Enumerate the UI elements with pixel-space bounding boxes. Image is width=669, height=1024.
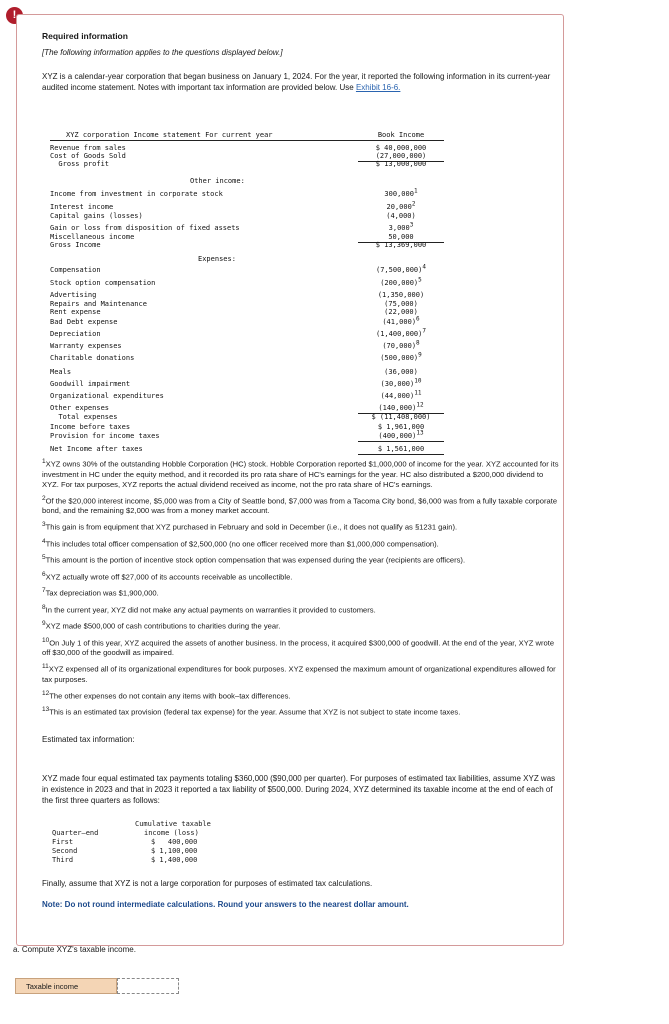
required-information-panel	[16, 14, 564, 946]
footnote-marker: 9	[418, 351, 422, 359]
statement-row-amount-value: (200,000)	[380, 279, 419, 287]
statement-row-amount	[358, 429, 444, 442]
footnote-marker: 6	[416, 315, 420, 323]
footnote	[42, 586, 562, 599]
footnote-text: XYZ owns 30% of the outstanding Hobble Corporation (HC) stock. Hobble Corporation reported $1,000,000 of income for the year. XYZ accounted for its investment in HC under the equity method, and it recorded its pro rata share of HC's earnings for the year. HC also distributed a $200,000 dividend to XYZ. For tax purposes, XYZ reports the actual dividend received as income, not the pro rata share of HC's earnings.	[42, 459, 559, 489]
footnote-number: 10	[42, 636, 50, 644]
statement-row-amount-value: $ 13,369,000	[375, 241, 427, 249]
footnote-text: XYZ expensed all of its organizational expenditures for book purposes. XYZ expensed the maximum amount of organizational expenditures allowed for tax purposes.	[42, 664, 556, 684]
statement-row-label: Net Income after taxes	[50, 445, 143, 453]
large-corporation-note: Finally, assume that XYZ is not a large corporation for purposes of estimated tax calculations.	[42, 879, 373, 888]
required-title: Required information	[42, 31, 128, 41]
footnote	[42, 603, 562, 616]
quarter-row-label: Second	[52, 847, 78, 855]
footnote-text: This amount is the portion of incentive stock option compensation that was expensed during the year (recipients are officers).	[45, 555, 466, 565]
statement-row-label: Warranty expenses	[50, 342, 122, 350]
quarter-row-income: $ 1,400,000	[151, 856, 198, 864]
statement-row-amount-value: (44,000)	[380, 392, 415, 400]
statement-row-amount	[358, 423, 444, 432]
rounding-instruction: Note: Do not round intermediate calculations. Round your answers to the nearest dollar amount.	[42, 900, 409, 909]
statement-row-label: Revenue from sales	[50, 144, 126, 152]
statement-title: XYZ corporation Income statement For current year	[66, 131, 273, 139]
footnote	[42, 705, 562, 718]
footnote-text: Tax depreciation was $1,900,000.	[45, 588, 159, 598]
footnote-marker: 2	[411, 200, 416, 208]
footnote-text: Of the $20,000 interest income, $5,000 was from a City of Seattle bond, $7,000 was from a Tacoma City bond, $6,000 was from a fully taxable corporate bond, and the remaining $2,000 was from a money market account.	[42, 496, 558, 516]
statement-row	[50, 221, 444, 233]
statement-row	[50, 276, 444, 288]
footnote-number: 1	[42, 458, 46, 465]
footnote-text: This includes total officer compensation of $2,500,000 (no one officer received more than $1,000,000 compensation).	[45, 539, 439, 549]
statement-row-label: Gross profit	[50, 160, 110, 168]
statement-column-header: Book Income	[377, 131, 425, 139]
quarter-row-income: $ 1,100,000	[151, 847, 198, 855]
quarter-row-label: Third	[52, 856, 74, 864]
statement-row	[50, 401, 444, 413]
footnote	[42, 553, 562, 566]
footnote-text: This is an estimated tax provision (federal tax expense) for the year. Assume that XYZ is not subject to state income taxes.	[49, 707, 461, 717]
statement-row	[50, 263, 444, 275]
footnote-marker: 13	[416, 429, 424, 437]
statement-row-amount	[358, 389, 444, 401]
quarter-table-header-quarter: Quarter–end	[52, 829, 99, 837]
footnote-number: 8	[42, 603, 46, 611]
statement-row-label: Provision for income taxes	[50, 432, 160, 440]
statement-row-label: Compensation	[50, 266, 101, 274]
statement-row-label: Goodwill impairment	[50, 380, 131, 388]
statement-row-label: Meals	[50, 368, 72, 376]
statement-row-label: Organizational expenditures	[50, 392, 164, 400]
statement-row	[50, 255, 444, 264]
footnote-number: 3	[42, 521, 46, 529]
statement-row	[50, 389, 444, 401]
statement-row-amount-value: (7,500,000)	[376, 266, 423, 274]
statement-row-amount-value: (36,000)	[384, 368, 418, 376]
footnote-number: 13	[42, 706, 50, 714]
taxable-income-label: Taxable income	[15, 978, 117, 994]
quarter-table-header-income-2: income (loss)	[144, 829, 199, 837]
statement-row	[50, 200, 444, 212]
footnote-number: 12	[42, 689, 50, 697]
footnote-number: 2	[42, 494, 46, 502]
statement-row-amount-value: (75,000)	[384, 300, 418, 308]
statement-row	[50, 445, 444, 454]
statement-row-amount	[358, 212, 444, 221]
statement-row-label: Repairs and Maintenance	[50, 300, 147, 308]
statement-row-label: Rent expense	[50, 308, 101, 316]
statement-row	[50, 187, 444, 199]
footnote	[42, 636, 562, 659]
statement-header-rule	[50, 140, 444, 141]
statement-row	[50, 423, 444, 432]
statement-row-amount	[358, 263, 444, 275]
footnote-text: This gain is from equipment that XYZ purchased in February and sold in December (i.e., it does not qualify as §1231 gain).	[45, 522, 458, 532]
statement-row-amount	[358, 221, 444, 233]
statement-row-label: Gross Income	[50, 241, 101, 249]
statement-row-label: Income from investment in corporate stock	[50, 190, 223, 198]
statement-row-label: Cost of Goods Sold	[50, 152, 126, 160]
statement-row-amount	[358, 241, 444, 250]
statement-row-amount-value: $ 1,961,000	[377, 423, 425, 431]
footnote-marker: 11	[414, 389, 422, 397]
footnote-marker: 5	[418, 276, 422, 284]
footnote-number: 9	[42, 620, 46, 628]
exhibit-link[interactable]: Exhibit 16-6.	[355, 83, 401, 92]
statement-row	[50, 212, 444, 221]
statement-row-amount-value: (400,000)	[378, 432, 417, 440]
statement-row-amount	[358, 351, 444, 363]
quarter-row-label: First	[52, 838, 74, 846]
statement-row-label: Depreciation	[50, 330, 101, 338]
statement-row-amount-value: 300,000	[384, 190, 414, 198]
statement-row-amount-value: (22,000)	[384, 308, 418, 316]
footnote-number: 7	[42, 587, 46, 595]
estimated-tax-paragraph: XYZ made four equal estimated tax payments totaling $360,000 ($90,000 per quarter). For purposes of estimated tax liabilities, assume XYZ was in existence in 2023 and that in 2023 it reported a tax liability of $500,000. During 2024, XYZ determined its taxable income at the end of each of the first three quarters as follows:	[42, 774, 556, 805]
statement-row	[50, 327, 444, 339]
statement-row	[50, 429, 444, 441]
statement-row-amount-value: (1,350,000)	[377, 291, 425, 299]
statement-row-amount-value: $ (11,408,000)	[371, 413, 431, 421]
footnote-text: XYZ actually wrote off $27,000 of its accounts receivable as uncollectible.	[45, 572, 293, 582]
footnotes	[42, 457, 562, 722]
statement-row-amount	[358, 200, 444, 212]
footnote-text: The other expenses do not contain any items with book–tax differences.	[49, 691, 291, 701]
statement-row-amount	[358, 413, 444, 422]
statement-row-label: Other income:	[190, 177, 245, 185]
statement-row-amount	[358, 368, 444, 377]
footnote-number: 6	[42, 570, 46, 578]
footnote	[42, 520, 562, 533]
statement-row	[50, 413, 444, 422]
footnote-marker: 7	[422, 327, 426, 335]
statement-row-amount-value: (500,000)	[380, 354, 419, 362]
footnote-text: In the current year, XYZ did not make any actual payments on warranties it provided to customers.	[45, 605, 376, 615]
statement-row-amount-value: (70,000)	[382, 342, 417, 350]
footnote	[42, 689, 562, 702]
quarter-row-income: $ 400,000	[151, 838, 198, 846]
footnote-marker: 8	[416, 339, 420, 347]
statement-row-amount-value: (4,000)	[386, 212, 416, 220]
estimated-tax-header: Estimated tax information:	[42, 735, 135, 744]
footnote-number: 11	[42, 663, 49, 671]
footnote	[42, 570, 562, 583]
footnote-text: On July 1 of this year, XYZ acquired the assets of another business. In the process, it acquired $300,000 of goodwill. At the end of the year, XYZ wrote off $30,000 of the goodwill as impaired.	[42, 638, 555, 658]
statement-row-amount	[358, 327, 444, 339]
statement-row-amount	[358, 276, 444, 288]
statement-row-label: Charitable donations	[50, 354, 135, 362]
quarter-table-header-income-1: Cumulative taxable	[135, 820, 211, 828]
statement-row-label: Bad Debt expense	[50, 318, 118, 326]
footnote-number: 5	[42, 554, 46, 562]
statement-row	[50, 339, 444, 351]
alert-icon: !	[6, 7, 23, 24]
intro-text: XYZ is a calendar-year corporation that began business on January 1, 2024. For the year, it reported the following information in its current-year audited income statement. Notes with important tax information are provided below. Use	[42, 72, 551, 92]
statement-row-amount	[358, 339, 444, 351]
statement-row	[50, 368, 444, 377]
statement-row-amount-value: $ 40,000,000	[375, 144, 427, 152]
statement-row-label: Gain or loss from disposition of fixed assets	[50, 224, 240, 232]
footnote-text: XYZ made $500,000 of cash contributions to charities during the year.	[45, 621, 281, 631]
statement-row-amount-value: (1,400,000)	[376, 330, 423, 338]
footnote-marker: 1	[413, 187, 418, 195]
statement-row-amount	[358, 308, 444, 317]
statement-row-label: Advertising	[50, 291, 97, 299]
footnote-number: 4	[42, 537, 46, 545]
footnote	[42, 662, 562, 685]
statement-row-amount-value: (30,000)	[380, 380, 415, 388]
taxable-income-input[interactable]	[117, 978, 179, 994]
statement-row	[50, 177, 444, 186]
question-part-a: a. Compute XYZ's taxable income.	[13, 945, 136, 954]
statement-row-amount-value: 3,000	[388, 224, 410, 232]
statement-header-row	[50, 131, 444, 140]
statement-row	[50, 351, 444, 363]
footnote	[42, 457, 562, 490]
statement-row-amount-value: $ 13,000,000	[375, 160, 427, 168]
statement-row-label: Other expenses	[50, 404, 110, 412]
footnote-marker: 4	[422, 263, 426, 271]
statement-row	[50, 315, 444, 327]
statement-row-amount	[358, 445, 444, 455]
statement-row-label: Total expenses	[50, 413, 118, 421]
footnote-marker: 3	[409, 221, 414, 229]
statement-row-amount-value: 20,000	[386, 203, 412, 211]
footnote	[42, 619, 562, 632]
statement-row-amount	[358, 291, 444, 300]
statement-row-amount	[358, 187, 444, 199]
statement-row-amount-value: $ 1,561,000	[377, 445, 425, 453]
statement-row	[50, 160, 444, 169]
statement-row-label: Expenses:	[198, 255, 236, 263]
statement-row	[50, 308, 444, 317]
statement-row-label: Interest income	[50, 203, 114, 211]
footnote-marker: 12	[416, 401, 424, 409]
statement-row	[50, 377, 444, 389]
statement-row-amount-value: (27,000,000)	[375, 152, 427, 160]
statement-row-label: Miscellaneous income	[50, 233, 135, 241]
statement-row-amount	[358, 160, 444, 169]
footnote-marker: 10	[414, 377, 422, 385]
statement-row-label: Capital gains (losses)	[50, 212, 143, 220]
statement-row-amount	[358, 315, 444, 327]
statement-row-amount-value: 50,000	[388, 233, 414, 241]
statement-row-amount	[358, 377, 444, 389]
statement-row-label: Income before taxes	[50, 423, 131, 431]
footnote	[42, 494, 562, 517]
statement-row	[50, 291, 444, 300]
statement-row-amount-value: (41,000)	[382, 318, 417, 326]
statement-row-label: Stock option compensation	[50, 279, 156, 287]
intro-paragraph	[42, 71, 552, 93]
statement-row-amount-value: (140,000)	[378, 404, 417, 412]
footnote	[42, 537, 562, 550]
statement-row	[50, 241, 444, 250]
required-subtitle: [The following information applies to the questions displayed below.]	[42, 48, 283, 57]
